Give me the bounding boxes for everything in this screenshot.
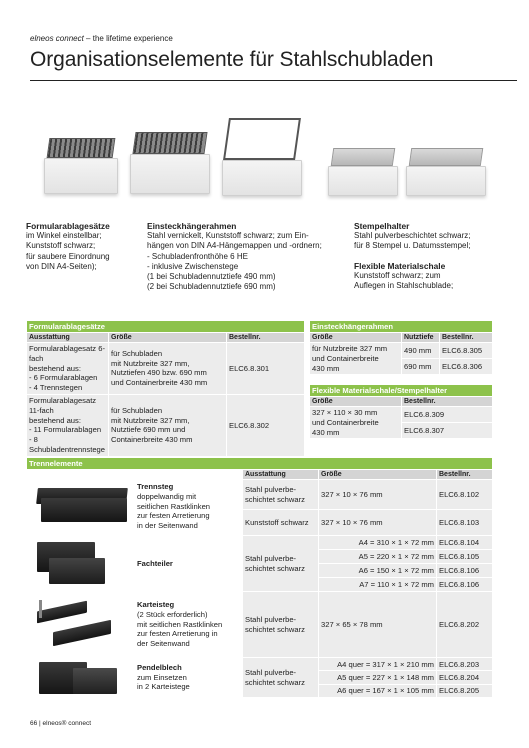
col-header: Größe bbox=[109, 333, 227, 343]
intro-materialschale-line: Kunststoff schwarz; zum bbox=[354, 270, 441, 280]
intro-formular-heading: Formularablagesätze bbox=[26, 221, 110, 231]
order-number: ELC6.8.102 bbox=[437, 480, 493, 510]
trennsteg-description: Trennsteg doppelwandig mit seitlichen Rastklinken zur festen Arretierung in der Seitenwand bbox=[135, 480, 243, 536]
drawer-formular-11-image bbox=[130, 132, 210, 194]
pendelblech-description: Pendelblech zum Einsetzen in 2 Karteistege bbox=[135, 658, 243, 698]
table-row: Kunststoff schwarz 327 × 10 × 76 mm ELC6.8.103 bbox=[27, 510, 493, 536]
table-row: Trennsteg doppelwandig mit seitlichen Rastklinken zur festen Arretierung in der Seitenwand Stahl pulverbe- schichtet schwarz 327 × 10 × 76 mm ELC6.8.102 bbox=[27, 480, 493, 510]
order-number: ELC6.8.302 bbox=[227, 394, 305, 456]
intro-formular-line: im Winkel einstellbar; bbox=[26, 231, 102, 241]
order-number: ELC6.8.305 bbox=[440, 343, 493, 359]
table-row: Pendelblech zum Einsetzen in 2 Karteistege Stahl pulverbe- schichtet schwarz A4 quer = 317 × 1 × 210 mm ELC6.8.203 bbox=[27, 658, 493, 671]
order-number: ELC6.8.306 bbox=[440, 359, 493, 375]
col-header: Größe bbox=[310, 397, 402, 407]
col-header: Bestellnr. bbox=[440, 333, 493, 343]
table-formular-title: Formularablagesätze bbox=[27, 321, 305, 333]
tagline-brand: elneos connect bbox=[30, 34, 84, 43]
drawer-materialschale-image bbox=[328, 148, 398, 196]
intro-materialschale-line: Auflegen in Stahlschublade; bbox=[354, 281, 454, 291]
table-row: A5 = 220 × 1 × 72 mm ELC6.8.105 bbox=[27, 550, 493, 564]
intro-formular bbox=[26, 221, 144, 272]
order-number: ELC6.8.204 bbox=[437, 671, 493, 684]
table-row: 327 × 110 × 30 mm und Containerbreite 430 mm ELC6.8.309 bbox=[310, 407, 493, 423]
table-flex bbox=[309, 384, 493, 439]
intro-formular-line: von DIN A4-Seiten); bbox=[26, 261, 97, 271]
table-row: A6 = 150 × 1 × 72 mm ELC6.8.106 bbox=[27, 564, 493, 578]
intro-einsteck-line: (2 bei Schubladennutztiefe 690 mm) bbox=[147, 282, 276, 292]
title-rule bbox=[30, 80, 517, 81]
order-number: ELC6.8.104 bbox=[437, 536, 493, 550]
intro-einsteck-line: (1 bei Schubladennutztiefe 490 mm) bbox=[147, 272, 276, 282]
col-header: Ausstattung bbox=[27, 333, 109, 343]
table-trenn-title: Trennelemente bbox=[27, 458, 493, 470]
table-row: A7 = 110 × 1 × 72 mm ELC6.8.106 bbox=[27, 578, 493, 592]
intro-einsteck-heading: Einsteckhängerahmen bbox=[147, 221, 237, 231]
intro-stempel bbox=[354, 221, 504, 291]
trennsteg-image bbox=[27, 480, 135, 536]
order-number: ELC6.8.106 bbox=[437, 578, 493, 592]
order-number: ELC6.8.203 bbox=[437, 658, 493, 671]
order-number: ELC6.8.105 bbox=[437, 550, 493, 564]
order-number: ELC6.8.202 bbox=[437, 592, 493, 658]
table-row: Fachteiler Stahl pulverbe- schichtet schwarz A4 = 310 × 1 × 72 mm ELC6.8.104 bbox=[27, 536, 493, 550]
karteisteg-description: Karteisteg (2 Stück erforderlich) mit seitlichen Rastklinken zur festen Arretierung in der Seitenwand bbox=[135, 592, 243, 658]
table-row: für Nutzbreite 327 mm und Containerbreite 430 mm 490 mm ELC6.8.305 bbox=[310, 343, 493, 359]
intro-stempel-heading: Stempelhalter bbox=[354, 221, 410, 231]
intro-materialschale-heading: Flexible Materialschale bbox=[354, 260, 446, 271]
page-title: Organisationselemente für Stahlschubladen bbox=[30, 48, 434, 71]
drawer-einsteck-image bbox=[222, 118, 302, 196]
order-number: ELC6.8.106 bbox=[437, 564, 493, 578]
table-row: A5 quer = 227 × 1 × 148 mm ELC6.8.204 bbox=[27, 671, 493, 684]
table-trenn bbox=[26, 457, 493, 698]
pendelblech-image bbox=[27, 658, 135, 698]
col-header: Größe bbox=[319, 470, 437, 480]
table-row: Karteisteg (2 Stück erforderlich) mit seitlichen Rastklinken zur festen Arretierung in der Seitenwand Stahl pulverbe- schichtet schwarz 327 × 65 × 78 mm ELC6.8.202 bbox=[27, 592, 493, 658]
intro-einsteck-line: - inklusive Zwischenstege bbox=[147, 261, 239, 271]
order-number: ELC6.8.309 bbox=[402, 407, 493, 423]
col-header: Ausstattung bbox=[243, 470, 319, 480]
col-header: Größe bbox=[310, 333, 402, 343]
col-header: Nutztiefe bbox=[402, 333, 440, 343]
table-flex-title: Flexible Materialschale/Stempelhalter bbox=[310, 385, 493, 397]
intro-formular-line: Kunststoff schwarz; bbox=[26, 241, 96, 251]
table-einsteck-title: Einsteckhängerahmen bbox=[310, 321, 493, 333]
table-einsteck bbox=[309, 320, 493, 375]
col-header: Bestellnr. bbox=[227, 333, 305, 343]
table-row: A6 quer = 167 × 1 × 105 mm ELC6.8.205 bbox=[27, 684, 493, 697]
intro-einsteck bbox=[147, 221, 347, 292]
fachteiler-description: Fachteiler bbox=[135, 536, 243, 592]
tagline-rest: – the lifetime experience bbox=[83, 34, 173, 43]
intro-stempel-line: für 8 Stempel u. Datumsstempel; bbox=[354, 241, 471, 251]
table-row: Formularablagesatz 6-fach bestehend aus: - 6 Formularablagen - 4 Trennstegen für Schubladen mit Nutzbreite 327 mm, Nutztiefen 490 bzw. 690 mm und Containerbreite 430 mm ELC6.8.301 bbox=[27, 343, 305, 395]
col-header: Bestellnr. bbox=[402, 397, 493, 407]
drawer-stempelhalter-image bbox=[406, 148, 486, 196]
table-row: Formularablagesatz 11-fach bestehend aus: - 11 Formularablagen - 8 Schubladentrennstege für Schubladen mit Nutzbreite 327 mm, Nutztiefe 690 mm und Containerbreite 430 mm ELC6.8.302 bbox=[27, 394, 305, 456]
intro-einsteck-line: Stahl vernickelt, Kunststoff schwarz; zum Ein- bbox=[147, 231, 309, 241]
intro-stempel-line: Stahl pulverbeschichtet schwarz; bbox=[354, 231, 471, 241]
drawer-formular-6-image bbox=[44, 138, 118, 194]
fachteiler-image bbox=[27, 536, 135, 592]
page-footer: 66 | elneos® connect bbox=[30, 720, 92, 727]
karteisteg-image bbox=[27, 592, 135, 658]
intro-einsteck-line: - Schubladenfronthöhe 6 HE bbox=[147, 251, 248, 261]
order-number: ELC6.8.301 bbox=[227, 343, 305, 395]
order-number: ELC6.8.205 bbox=[437, 684, 493, 697]
intro-einsteck-line: hängen von DIN A4-Hängemappen und -ordnern; bbox=[147, 241, 322, 251]
order-number: ELC6.8.103 bbox=[437, 510, 493, 536]
order-number: ELC6.8.307 bbox=[402, 423, 493, 439]
table-formular bbox=[26, 320, 305, 457]
col-header: Bestellnr. bbox=[437, 470, 493, 480]
intro-formular-line: für saubere Einordnung bbox=[26, 251, 110, 261]
table-row: 690 mm ELC6.8.306 bbox=[310, 359, 493, 375]
tagline bbox=[30, 34, 173, 43]
